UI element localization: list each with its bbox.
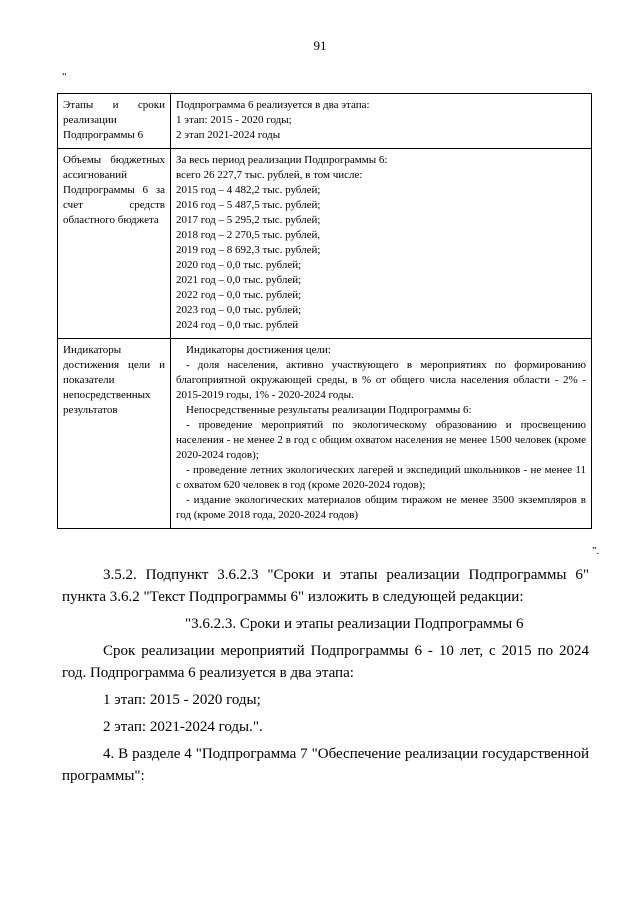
paragraph: Срок реализации мероприятий Подпрограммы 6 - 10 лет, с 2015 по 2024 год. Подпрограмма 6 реализуется в два этапа:: [62, 643, 589, 681]
row-label-cell: [58, 94, 171, 149]
value-line: 1 этап: 2015 - 2020 годы;: [176, 114, 292, 126]
label-line: Объемы бюджетных: [63, 154, 165, 166]
label-line: Индикаторы: [63, 344, 122, 356]
table-row: [58, 94, 592, 149]
section-heading: "3.6.2.3. Сроки и этапы реализации Подпрограммы 6: [185, 616, 524, 632]
opening-quote: ": [62, 71, 67, 83]
row-label-cell: [58, 339, 171, 529]
goal-indicators-heading: Индикаторы достижения цели:: [186, 344, 331, 356]
label-line: Подпрограммы 6: [63, 129, 144, 141]
label-line: областного бюджета: [63, 214, 159, 226]
direct-result-item: - издание экологических материалов общим тиражом не менее 3500 экземпляров в год (кроме 2018 года, 2020-2024 годов): [176, 494, 586, 521]
paragraph: 2 этап: 2021-2024 годы.".: [103, 719, 263, 735]
closing-quote: ".: [592, 545, 600, 557]
label-line: счет средств: [63, 199, 165, 211]
value-line: 2 этап 2021-2024 годы: [176, 129, 281, 141]
value-line: всего 26 227,7 тыс. рублей, в том числе:: [176, 169, 363, 181]
value-line: За весь период реализации Подпрограммы 6:: [176, 154, 388, 166]
table-row: [58, 149, 592, 339]
value-line: 2020 год – 0,0 тыс. рублей;: [176, 259, 302, 271]
direct-result-item: - проведение мероприятий по экологическому образованию и просвещению населения - не менее 2 в год с общим охватом населения не менее 1500 человек (кроме 2020-2024 годов);: [176, 419, 586, 461]
paragraph: 4. В разделе 4 "Подпрограмма 7 "Обеспечение реализации государственной программы":: [62, 746, 589, 784]
label-line: непосредственных: [63, 389, 151, 401]
body-text: [62, 564, 589, 792]
value-line: 2024 год – 0,0 тыс. рублей: [176, 319, 299, 331]
row-label-cell: [58, 149, 171, 339]
subprogram-passport-table: [57, 93, 592, 529]
value-line: 2018 год – 2 270,5 тыс. рублей,: [176, 229, 321, 241]
paragraph: 1 этап: 2015 - 2020 годы;: [103, 692, 261, 708]
value-line: 2021 год – 0,0 тыс. рублей;: [176, 274, 302, 286]
direct-results-heading: Непосредственные результаты реализации Подпрограммы 6:: [186, 404, 472, 416]
label-line: Этапы и сроки: [63, 99, 165, 111]
value-line: 2019 год – 8 692,3 тыс. рублей;: [176, 244, 321, 256]
value-line: 2015 год – 4 482,2 тыс. рублей;: [176, 184, 321, 196]
value-line: 2022 год – 0,0 тыс. рублей;: [176, 289, 302, 301]
table-row: [58, 339, 592, 529]
value-line: 2017 год – 5 295,2 тыс. рублей;: [176, 214, 321, 226]
value-line: 2016 год – 5 487,5 тыс. рублей;: [176, 199, 321, 211]
label-line: результатов: [63, 404, 118, 416]
label-line: показатели: [63, 374, 115, 386]
direct-result-item: - проведение летних экологических лагерей и экспедиций школьников - не менее 11 с охватом 620 человек в год (кроме 2020-2024 годов);: [176, 464, 586, 491]
goal-indicator-item: - доля населения, активно участвующего в мероприятиях по формированию благоприятной окружающей среды, в % от общего числа населения области - 2% - 2015-2019 годы, 1% - 2020-2024 годы.: [176, 359, 586, 401]
paragraph: 3.5.2. Подпункт 3.6.2.3 "Сроки и этапы реализации Подпрограммы 6" пункта 3.6.2 "Текст Подпрограммы 6" изложить в следующей редакции:: [62, 567, 589, 605]
label-line: реализации: [63, 114, 117, 126]
indicators-cell: [171, 339, 592, 529]
label-line: достижения цели и: [63, 359, 165, 371]
label-line: Подпрограммы 6 за: [63, 184, 165, 196]
page-number: 91: [313, 38, 327, 53]
label-line: ассигнований: [63, 169, 128, 181]
value-line: Подпрограмма 6 реализуется в два этапа:: [176, 99, 370, 111]
row-value-cell: [171, 149, 592, 339]
row-value-cell: [171, 94, 592, 149]
value-line: 2023 год – 0,0 тыс. рублей;: [176, 304, 302, 316]
